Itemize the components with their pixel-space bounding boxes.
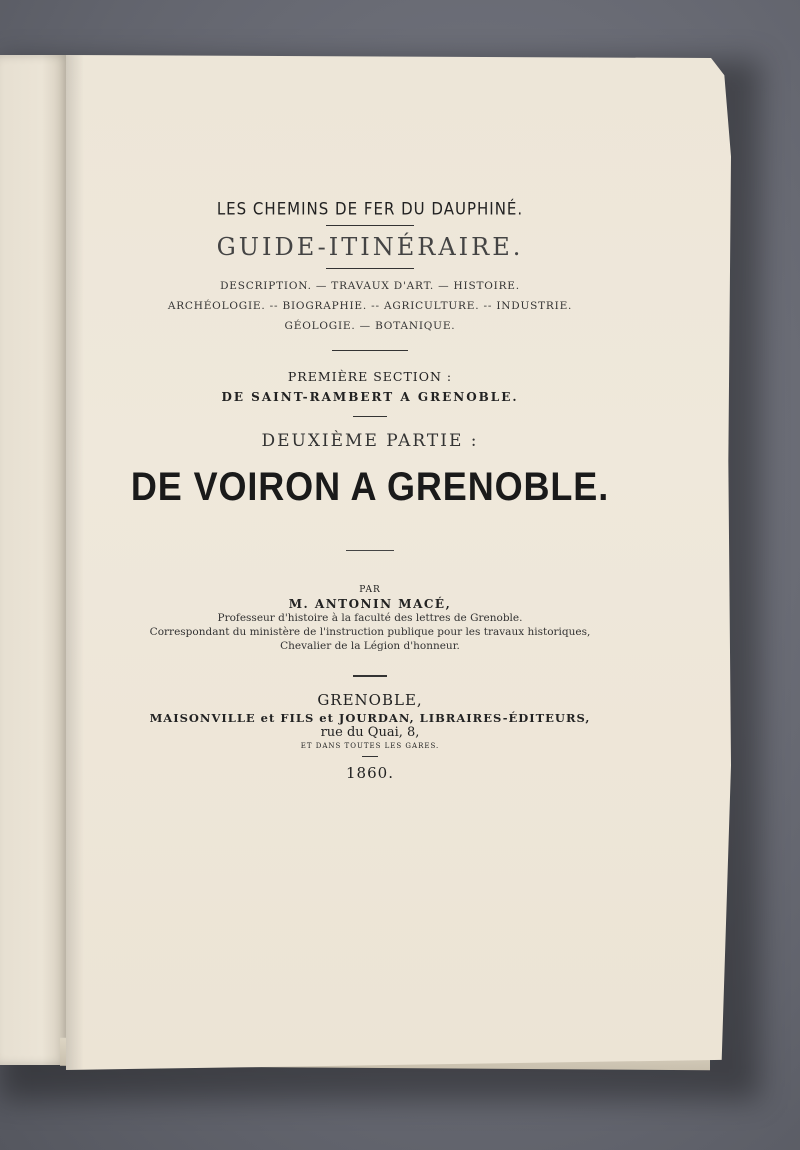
publication-year: 1860.	[346, 764, 394, 782]
topics-line: ARCHÉOLOGIE. -- BIOGRAPHIE. -- AGRICULTURE. -- INDUSTRIE.	[167, 300, 573, 312]
topics-line: GÉOLOGIE. — BOTANIQUE.	[284, 320, 456, 332]
author-name: M. ANTONIN MACÉ,	[288, 597, 452, 611]
rule	[353, 675, 387, 677]
distribution-note: ET DANS TOUTES LES GARES.	[300, 742, 440, 750]
section-heading: PREMIÈRE SECTION :	[287, 369, 453, 384]
publisher-address: rue du Quai, 8,	[320, 725, 420, 740]
part-heading: DEUXIÈME PARTIE :	[261, 431, 479, 451]
left-page-edge	[0, 55, 70, 1065]
credential-line: Correspondant du ministère de l'instruction publique pour les travaux historiques,	[149, 626, 591, 638]
by-label: PAR	[359, 585, 381, 595]
rule	[346, 550, 394, 551]
topics-line: DESCRIPTION. — TRAVAUX D'ART. — HISTOIRE.	[220, 280, 520, 292]
rule	[326, 268, 414, 269]
rule	[326, 225, 414, 226]
series-title: LES CHEMINS DE FER DU DAUPHINÉ.	[216, 199, 524, 219]
rule	[353, 416, 387, 417]
guide-title: GUIDE-ITINÉRAIRE.	[216, 233, 524, 261]
credential-line: Chevalier de la Légion d'honneur.	[280, 640, 460, 652]
section-route: DE SAINT-RAMBERT A GRENOBLE.	[221, 390, 519, 404]
title-page-content	[100, 200, 640, 782]
author-credentials	[100, 611, 640, 653]
rule	[332, 350, 408, 351]
publisher: MAISONVILLE et FILS et JOURDAN, LIBRAIRES-ÉDITEURS,	[149, 711, 591, 725]
main-title: DE VOIRON A GRENOBLE.	[130, 465, 610, 509]
rule	[362, 756, 378, 757]
credential-line: Professeur d'histoire à la faculté des lettres de Grenoble.	[217, 612, 523, 624]
spine-shadow	[66, 55, 84, 1070]
topics	[100, 276, 640, 336]
imprint-city: GRENOBLE,	[317, 691, 423, 709]
